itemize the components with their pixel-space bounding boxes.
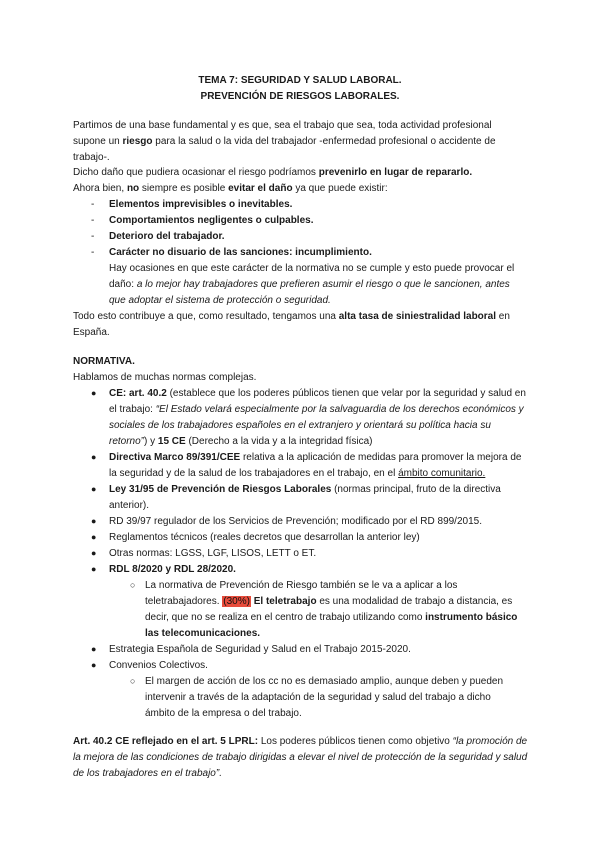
intro-line-5: Ahora bien, no siempre es posible evitar el daño ya que puede existir: — [73, 183, 388, 194]
directiva-line-2: la seguridad y de la salud de los trabajadores en el trabajo, en el ámbito comunitario. — [109, 468, 486, 479]
intro-line-1: Partimos de una base fundamental y es que, sea el trabajo que sea, toda actividad profesional — [73, 120, 492, 131]
otras-line: Otras normas: LGSS, LGF, LISOS, LETT o ET. — [109, 548, 317, 559]
art-line-2: la mejora de las condiciones de trabajo dirigidas a elevar el nivel de protección de la seguridad y salud — [73, 752, 528, 763]
highlight-30-percent: (30%) — [223, 596, 250, 607]
art-line-1: Art. 40.2 CE reflejado en el art. 5 LPRL: Los poderes públicos tienen como objetivo “la promoción de — [73, 736, 528, 747]
ce-line-3: sociales de los trabajadores españoles en el extranjero y orientará su política hacia su — [109, 420, 491, 431]
sanciones-line-3: que adoptar el sistema de protección o seguridad. — [109, 295, 331, 306]
dash-item: Comportamientos negligentes o culpables. — [109, 215, 314, 226]
intro-line-3: trabajo-. — [73, 152, 110, 163]
cc-line-2: intervenir a través de la adaptación de la seguridad y salud del trabajo a dicho — [145, 692, 491, 703]
directiva-line-1: Directiva Marco 89/391/CEE relativa a la aplicación de medidas para promover la mejora de — [109, 452, 522, 463]
dash-marker: - — [91, 247, 95, 258]
ce-line-4: retorno”) y 15 CE (Derecho a la vida y a la integridad física) — [109, 436, 373, 447]
bullet-marker: ● — [91, 516, 97, 526]
art-line-3: de los trabajadores en el trabajo”. — [73, 768, 222, 779]
dash-marker: - — [91, 215, 95, 226]
bullet-marker: ● — [91, 548, 97, 558]
bullet-marker: ● — [91, 452, 97, 462]
ce-line-1: CE: art. 40.2 (establece que los poderes públicos tienen que velar por la seguridad y salud en — [109, 388, 526, 399]
bullet-marker: ● — [91, 564, 97, 574]
tele-line-2: teletrabajadores. (30%) El teletrabajo es una modalidad de trabajo a distancia, es — [145, 596, 513, 607]
bullet-marker: ● — [91, 660, 97, 670]
intro-line-4: Dicho daño que pudiera ocasionar el riesgo podríamos prevenirlo en lugar de repararlo. — [73, 167, 473, 178]
dash-item: Carácter no disuario de las sanciones: incumplimiento. — [109, 247, 372, 258]
cc-line-1: El margen de acción de los cc no es demasiado amplio, aunque deben y pueden — [145, 676, 504, 687]
tele-line-1: La normativa de Prevención de Riesgo también se le va a aplicar a los — [145, 580, 458, 591]
title-line-2: PREVENCIÓN DE RIESGOS LABORALES. — [200, 91, 400, 102]
bullet-marker: ● — [91, 484, 97, 494]
sanciones-line-1: Hay ocasiones en que este carácter de la normativa no se cumple y esto puede provocar el — [109, 263, 515, 274]
tele-line-4: las telecomunicaciones. — [145, 628, 261, 639]
conclusion-line-1: Todo esto contribuye a que, como resultado, tengamos una alta tasa de siniestralidad laboral en — [73, 311, 510, 322]
sanciones-line-2: daño: a lo mejor hay trabajadores que prefieren asumir el riesgo o que le sancionen, antes — [109, 279, 510, 290]
circle-marker: ○ — [130, 676, 136, 686]
bullet-marker: ● — [91, 644, 97, 654]
rd-line: RD 39/97 regulador de los Servicios de Prevención; modificado por el RD 899/2015. — [109, 516, 482, 527]
rdl-line: RDL 8/2020 y RDL 28/2020. — [109, 564, 236, 575]
dash-marker: - — [91, 199, 95, 210]
normativa-sub: Hablamos de muchas normas complejas. — [73, 372, 257, 383]
circle-marker: ○ — [130, 580, 136, 590]
dash-item: Elementos imprevisibles o inevitables. — [109, 199, 293, 210]
normativa-heading: NORMATIVA. — [73, 356, 135, 367]
dash-item: Deterioro del trabajador. — [109, 231, 225, 242]
ley-line-2: anterior). — [109, 500, 150, 511]
title-line-1: TEMA 7: SEGURIDAD Y SALUD LABORAL. — [198, 75, 402, 86]
convenios-line: Convenios Colectivos. — [109, 660, 208, 671]
estrategia-line: Estrategia Española de Seguridad y Salud en el Trabajo 2015-2020. — [109, 644, 411, 655]
tele-line-3: decir, que no se realiza en el centro de trabajo utilizando como instrumento básico — [145, 612, 518, 623]
reglamentos-line: Reglamentos técnicos (reales decretos que desarrollan la anterior ley) — [109, 532, 420, 543]
intro-line-2: supone un riesgo para la salud o la vida del trabajador -enfermedad profesional o accidente de — [73, 136, 496, 147]
conclusion-line-2: España. — [73, 327, 110, 338]
dash-marker: - — [91, 231, 95, 242]
bullet-marker: ● — [91, 388, 97, 398]
bullet-marker: ● — [91, 532, 97, 542]
ley-line-1: Ley 31/95 de Prevención de Riesgos Laborales (normas principal, fruto de la directiva — [109, 484, 501, 495]
cc-line-3: ámbito de la empresa o del trabajo. — [145, 708, 302, 719]
ce-line-2: el trabajo: “El Estado velará especialmente por la salvaguardia de los derechos económicos y — [109, 404, 524, 415]
